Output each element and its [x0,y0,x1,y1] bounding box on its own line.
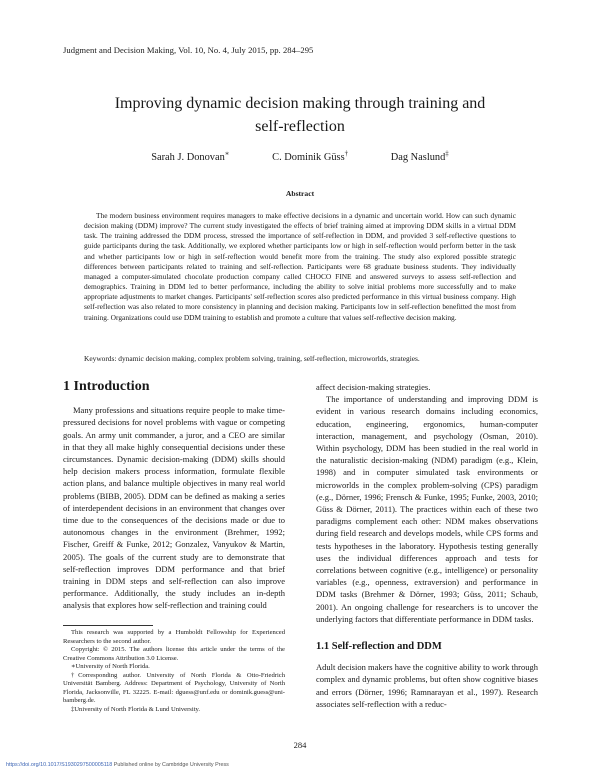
subsection-heading: 1.1 Self-reflection and DDM [316,641,442,653]
footnote-affiliation-3: ‡University of North Florida & Lund University. [71,705,201,713]
right-column [316,381,538,710]
author-name: Dag Naslund [390,152,446,164]
intro-paragraph-1: Many professions and situations require people to make time-pressured decisions for novel problems with vague or competing goals. An army unit commander, a juror, and a CEO are similar in that they all make highly consequential decisions under these circumstances. Dynamic decision-making (DDM) skills should help decision makers process information, formulate flexible action plans, and balance multiple objectives in many real world problems (BIBB, 2005). DDM can be defined as making a series of interdependent decisions in an environment that changes over time due to the consequences of the decisions made or due to autonomous changes in the environment (Brehmer, 1992; Fischer, Greiff & Funke, 2012; Gonzalez, Vanyukov & Martin, 2005). The goals of the current study are to demonstrate that self-reflection improves DDM performance and that brief training in DDM steps and self-reflection can also improve performance. Additionally, the study includes an in-depth analysis that explores how self-reflection and training could [63,405,285,611]
section-heading: 1 Introduction [63,379,150,394]
author-2 [272,152,348,163]
author-mark: ∗ [224,150,230,158]
author-mark: ‡ [445,150,449,158]
abstract-text: The modern business environment requires managers to make effective decisions in a dynamic and uncertain world. How can such dynamic decision making (DDM) improve? The current study investigated the effects of brief training aimed at improving DDM skills in a virtual DDM task. The training addressed the DDM process, stressed the importance of self-reflection in DDM, and provided 3 self-reflective questions to guide participants during the task. Additionally, we explored whether participants low or high in self-reflection would perform better in the task and whether participants low or high in self-reflection would benefit more from the training. The study also explored possible strategic differences between participants related to training and self-reflection. Participants were 68 graduate business students. They individually managed a computer-simulated chocolate production company called CHOCO FINE and answered surveys to assess self-reflection and demographics. Training in DDM led to better performance, including the ability to solve initial problems more successfully and to make appropriate adjustments to market changes. Participants' self-reflection scores also predicted performance in this virtual business company. High self-reflection was also related to more consistency in planning and decision making. Participants low in self-reflection benefitted the most from training. Organizations could use DDM training to establish and promote a culture that values self-reflective decision making. [84,211,516,322]
subsection-paragraph-1: Adult decision makers have the cognitive ability to work through complex and dynamic problems, but often show cognitive biases and errors (Dörner, 1996; Ramnarayan et al., 1997). Research associates self-reflection with a reduc- [316,662,538,709]
author-name: C. Dominik Güss [272,152,345,164]
intro-paragraph-continued: affect decision-making strategies. [316,382,431,392]
title-line-1: Improving dynamic decision making through training and [114,95,486,112]
doi-link[interactable]: https://doi.org/10.1017/S1930297500005118 [6,762,113,768]
title-line-2: self-reflection [255,118,345,135]
author-name: Sarah J. Donovan [151,152,225,164]
footnote-copyright: Copyright: © 2015. The authors license this article under the terms of the Creative Commons Attribution 3.0 License. [63,646,285,662]
footnote-rule [63,625,153,626]
intro-paragraph-2: The importance of understanding and improving DDM is evident in various research domains including economics, education, engineering, ergonomics, human-computer interaction, management, and psychology (Osman, 2010). Within psychology, DDM has been studied in the real world in the naturalistic decision-making (NDM) paradigm (e.g., Klein, 1998) and in computer simulated task environments or microworlds in the complex problem-solving (CPS) paradigm (e.g., Dörner, 1996; Frensch & Funke, 1995; Funke, 2003, 2010; Güss & Dörner, 2011). The practices within each of these two paradigms complement each other: NDM makes observations during field research and develops models, while CPS forms and tests hypotheses in the laboratory. Hypothesis testing generally uses the individual differences approach and tests for correlations between cognitive (e.g., intelligence) or personality variables (e.g., openness, extraversion) and performance in DDM tasks (Brehmer & Dörner, 1993; Güss, 2011; Schaub, 2001). An ongoing challenge for researchers is to uncover the underlying factors that differentiate performance in DDM tasks. [316,394,538,624]
bottom-citation-line [6,762,229,768]
footnote-corresponding: †Corresponding author. University of North Florida & Otto-Friedrich Universität Bamberg. Address: Department of Psychology, University of North Florida, Jacksonville, FL 32225. E-mail: dguess@unf.edu or dominik.guess@uni-bamberg.de. [63,671,285,704]
author-mark: † [344,150,349,158]
footnote-funding: This research was supported by a Humboldt Fellowship for Experienced Researchers to the second author. [63,629,285,645]
author-3 [391,152,449,163]
author-1 [151,152,229,163]
keywords: Keywords: dynamic decision making, complex problem solving, training, self-reflection, microworlds, strategies. [84,354,420,363]
abstract-heading: Abstract [285,189,315,198]
footnotes [63,629,285,714]
page-number: 284 [293,740,307,750]
paper-title [60,92,540,138]
footnote-affiliation-1: ∗University of North Florida. [71,663,150,670]
publisher-note: Published online by Cambridge University Press [112,762,229,768]
journal-header: Judgment and Decision Making, Vol. 10, No. 4, July 2015, pp. 284–295 [63,45,314,55]
left-column [63,381,285,612]
author-list [60,150,540,163]
